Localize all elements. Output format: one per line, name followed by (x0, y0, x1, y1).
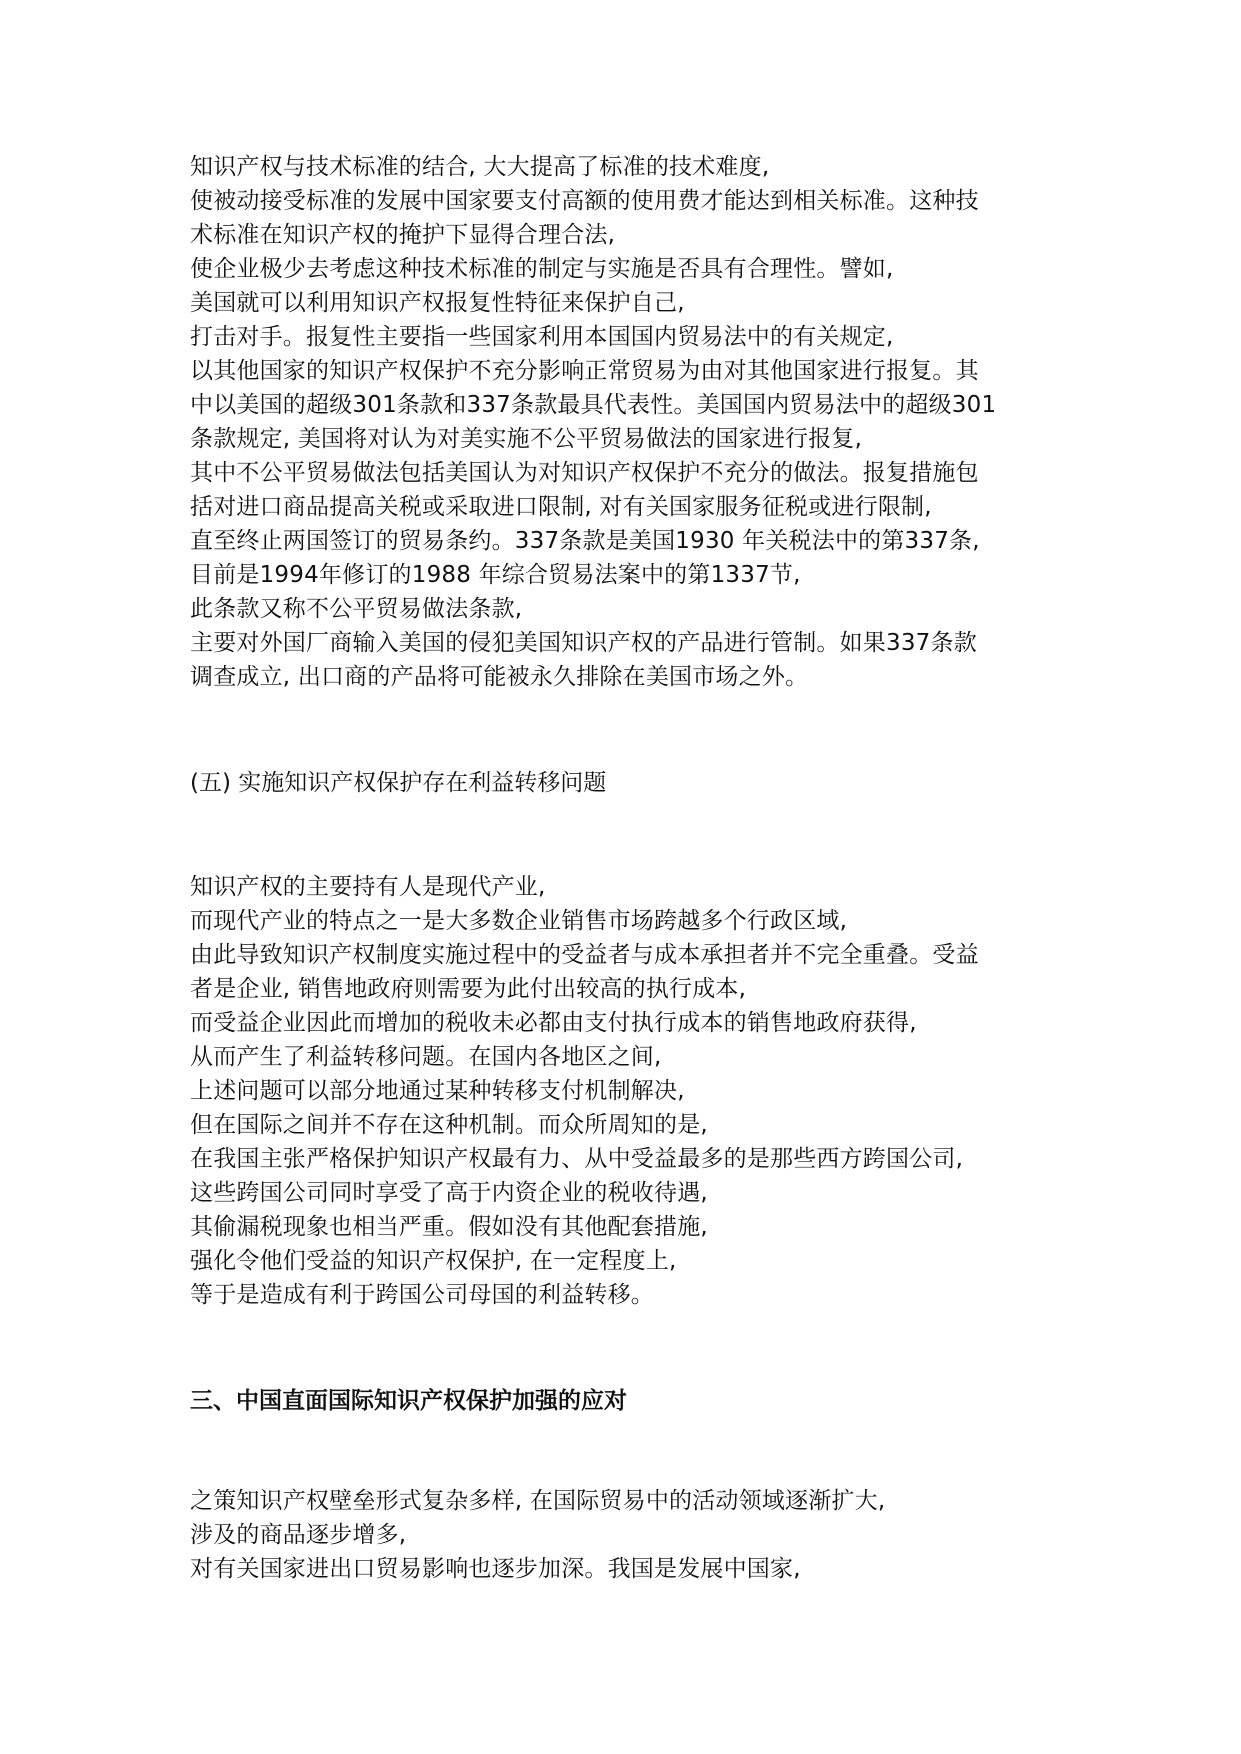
text-line: 强化令他们受益的知识产权保护, 在一定程度上, (190, 1248, 677, 1274)
text-line: 但在国际之间并不存在这种机制。而众所周知的是, (190, 1112, 708, 1138)
text-line: 打击对手。报复性主要指一些国家利用本国国内贸易法中的有关规定, (190, 324, 894, 350)
text-line: 术标准在知识产权的掩护下显得合理合法, (190, 222, 616, 248)
text-line: 主要对外国厂商输入美国的侵犯美国知识产权的产品进行管制。如果337条款 (190, 630, 977, 656)
text-line: 涉及的商品逐步增多, (190, 1522, 407, 1548)
text-line: 从而产生了利益转移问题。在国内各地区之间, (190, 1044, 662, 1070)
text-line: 知识产权与技术标准的结合, 大大提高了标准的技术难度, (190, 154, 770, 180)
paragraph-benefit-transfer (190, 870, 1070, 1312)
section-heading-benefit-transfer: (五) 实施知识产权保护存在利益转移问题 (190, 770, 607, 796)
paragraph-ip-standards (190, 150, 1070, 694)
section-heading-china-response: 三、中国直面国际知识产权保护加强的应对 (190, 1388, 627, 1414)
paragraph-ip-barriers (190, 1484, 1070, 1586)
text-line: 其中不公平贸易做法包括美国认为对知识产权保护不充分的做法。报复措施包 (190, 460, 979, 486)
text-line: 由此导致知识产权制度实施过程中的受益者与成本承担者并不完全重叠。受益 (190, 942, 979, 968)
text-line: 而现代产业的特点之一是大多数企业销售市场跨越多个行政区域, (190, 908, 848, 934)
text-line: 美国就可以利用知识产权报复性特征来保护自己, (190, 290, 685, 316)
text-line: 使企业极少去考虑这种技术标准的制定与实施是否具有合理性。譬如, (190, 256, 894, 282)
text-line: 括对进口商品提高关税或采取进口限制, 对有关国家服务征税或进行限制, (190, 494, 932, 520)
text-line: 知识产权的主要持有人是现代产业, (190, 874, 546, 900)
text-line: 使被动接受标准的发展中国家要支付高额的使用费才能达到相关标准。这种技 (190, 188, 979, 214)
text-line: 者是企业, 销售地政府则需要为此付出较高的执行成本, (190, 976, 747, 1002)
text-line: 直至终止两国签订的贸易条约。337条款是美国1930 年关税法中的第337条, (190, 528, 980, 554)
text-line: 此条款又称不公平贸易做法条款, (190, 596, 523, 622)
text-line: 中以美国的超级301条款和337条款最具代表性。美国国内贸易法中的超级301 (190, 392, 997, 418)
text-line: 之策知识产权壁垒形式复杂多样, 在国际贸易中的活动领域逐渐扩大, (190, 1488, 886, 1514)
text-line: 条款规定, 美国将对认为对美实施不公平贸易做法的国家进行报复, (190, 426, 863, 452)
text-line: 对有关国家进出口贸易影响也逐步加深。我国是发展中国家, (190, 1556, 801, 1582)
text-line: 在我国主张严格保护知识产权最有力、从中受益最多的是那些西方跨国公司, (190, 1146, 964, 1172)
text-line: 以其他国家的知识产权保护不充分影响正常贸易为由对其他国家进行报复。其 (190, 358, 979, 384)
text-line: 而受益企业因此而增加的税收未必都由支付执行成本的销售地政府获得, (190, 1010, 917, 1036)
text-line: 等于是造成有利于跨国公司母国的利益转移。 (190, 1282, 654, 1308)
text-line: 这些跨国公司同时享受了高于内资企业的税收待遇, (190, 1180, 708, 1206)
text-line: 上述问题可以部分地通过某种转移支付机制解决, (190, 1078, 685, 1104)
text-line: 其偷漏税现象也相当严重。假如没有其他配套措施, (190, 1214, 708, 1240)
text-line: 目前是1994年修订的1988 年综合贸易法案中的第1337节, (190, 562, 801, 588)
text-line: 调查成立, 出口商的产品将可能被永久排除在美国市场之外。 (190, 664, 809, 690)
